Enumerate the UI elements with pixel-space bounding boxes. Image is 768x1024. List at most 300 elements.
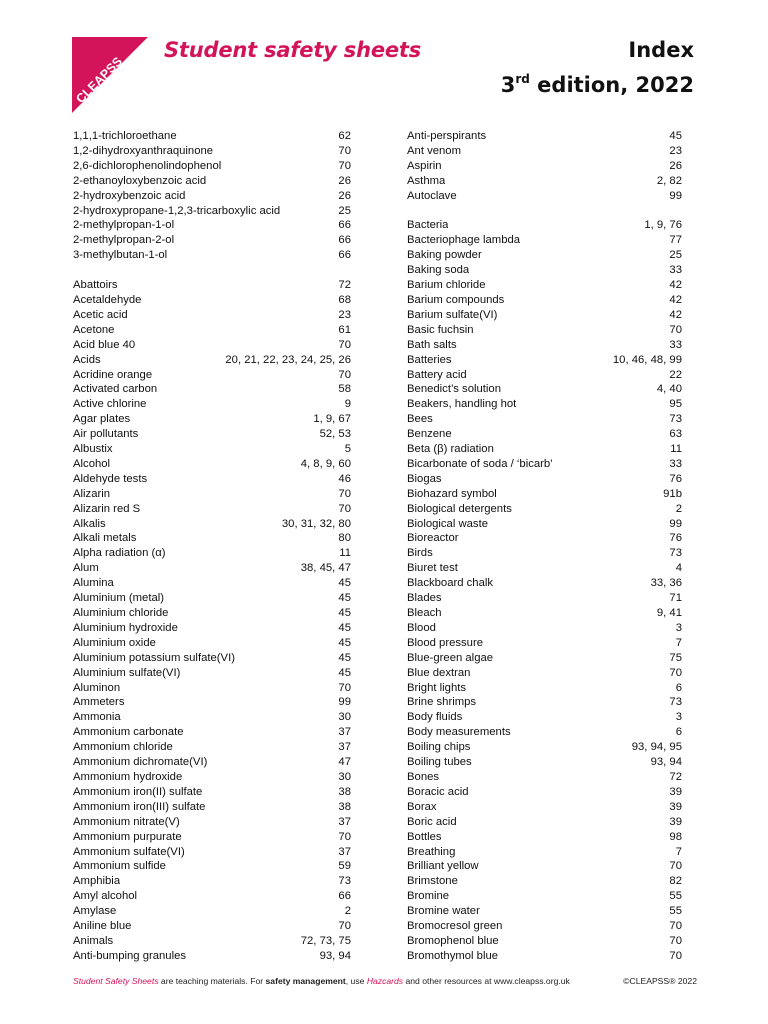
index-pages: 30	[338, 711, 351, 724]
index-entry	[407, 889, 682, 904]
index-pages: 68	[338, 293, 351, 306]
index-pages: 20, 21, 22, 23, 24, 25, 26	[225, 353, 351, 366]
index-term: Boric acid	[407, 815, 457, 828]
index-entry	[73, 189, 351, 204]
index-term: Alpha radiation (α)	[73, 547, 166, 560]
index-pages: 77	[669, 234, 682, 247]
index-term: Aluminon	[73, 681, 121, 694]
index-pages: 4, 40	[656, 383, 682, 396]
index-term: Body fluids	[407, 711, 463, 724]
index-term: Baking soda	[407, 264, 470, 277]
index-term: Ammonia	[73, 711, 121, 724]
index-entry	[407, 874, 682, 889]
index-pages: 3	[675, 621, 682, 634]
index-entry	[73, 517, 351, 532]
index-term: Ammonium chloride	[73, 741, 173, 754]
index-pages: 99	[669, 517, 682, 530]
index-entry	[73, 889, 351, 904]
index-term: Barium compounds	[407, 293, 505, 306]
index-pages: 93, 94	[650, 756, 682, 769]
footer-text: are teaching materials. For	[158, 976, 266, 986]
index-term: Ammeters	[73, 696, 125, 709]
index-term: 2-methylpropan-1-ol	[73, 219, 175, 232]
edition-superscript: rd	[515, 72, 530, 86]
index-term: Acids	[73, 353, 101, 366]
index-term: Air pollutants	[73, 428, 139, 441]
index-pages: 4, 8, 9, 60	[300, 457, 351, 470]
index-pages: 33, 36	[650, 577, 682, 590]
index-pages: 39	[669, 785, 682, 798]
index-term: Anti-perspirants	[407, 130, 487, 142]
index-entry	[407, 397, 682, 412]
index-pages: 7	[675, 636, 682, 649]
index-entry	[407, 323, 682, 338]
index-pages: 70	[669, 666, 682, 679]
index-term: Aluminium potassium sulfate(VI)	[73, 651, 235, 664]
index-pages: 55	[669, 905, 682, 918]
index-pages: 70	[669, 949, 682, 962]
index-term: Blue dextran	[407, 666, 471, 679]
index-entry	[73, 830, 351, 845]
index-term: Blue-green algae	[407, 651, 494, 664]
index-term: Animals	[73, 934, 114, 947]
index-entry	[407, 830, 682, 845]
footer-safety-management: safety management	[265, 976, 346, 986]
document-title: Student safety sheets	[164, 38, 422, 62]
index-pages: 38, 45, 47	[300, 562, 351, 575]
index-pages: 91b	[663, 487, 682, 500]
index-entry	[407, 800, 682, 815]
index-pages: 42	[669, 308, 682, 321]
index-entry	[407, 144, 682, 159]
index-term: Bromophenol blue	[407, 934, 499, 947]
index-term: Aluminium sulfate(VI)	[73, 666, 181, 679]
index-term: Aspirin	[407, 159, 442, 172]
index-term: Brine shrimps	[407, 696, 477, 709]
index-entry	[407, 919, 682, 934]
cleapss-logo-graphic	[72, 37, 148, 113]
index-pages: 46	[338, 472, 351, 485]
index-pages: 11	[670, 443, 682, 456]
index-term: Birds	[407, 547, 433, 560]
index-entry	[407, 845, 682, 860]
index-pages: 63	[669, 428, 682, 441]
index-entry	[407, 353, 682, 368]
index-entry	[407, 949, 682, 964]
index-pages: 70	[338, 338, 351, 351]
index-pages: 2	[344, 905, 351, 918]
index-entry	[73, 218, 351, 233]
index-entry	[407, 785, 682, 800]
index-term: Biogas	[407, 472, 442, 485]
index-entry	[73, 531, 351, 546]
index-term: Amylase	[73, 905, 117, 918]
index-pages: 37	[338, 845, 351, 858]
index-entry	[73, 845, 351, 860]
index-term: 2-methylpropan-2-ol	[73, 234, 175, 247]
index-entry	[407, 427, 682, 442]
index-pages: 93, 94	[319, 949, 351, 962]
index-term: Amphibia	[73, 875, 121, 888]
index-entry	[407, 382, 682, 397]
index-term: Bromocresol green	[407, 920, 503, 933]
index-entry	[407, 487, 682, 502]
index-entry	[73, 442, 351, 457]
index-entry	[73, 606, 351, 621]
index-pages: 30	[338, 770, 351, 783]
index-term: Acetaldehyde	[73, 293, 142, 306]
index-term: Bicarbonate of soda / ‘bicarb’	[407, 457, 553, 470]
index-entry	[407, 651, 682, 666]
index-entry	[73, 934, 351, 949]
index-entry	[407, 576, 682, 591]
edition-year: edition, 2022	[529, 73, 694, 97]
index-term: Anti-bumping granules	[73, 949, 187, 962]
index-entry	[407, 129, 682, 144]
index-entry	[407, 815, 682, 830]
index-pages: 70	[338, 487, 351, 500]
index-entry	[73, 651, 351, 666]
index-term: Alizarin red S	[73, 502, 141, 515]
index-entry	[73, 561, 351, 576]
index-entry	[73, 710, 351, 725]
index-pages: 70	[338, 920, 351, 933]
index-entry	[73, 487, 351, 502]
index-entry	[407, 278, 682, 293]
index-pages: 6	[675, 681, 682, 694]
index-pages: 73	[669, 413, 682, 426]
index-entry	[407, 725, 682, 740]
index-entry	[407, 368, 682, 383]
index-pages: 10, 46, 48, 99	[612, 353, 682, 366]
index-term: Ant venom	[407, 144, 462, 157]
index-pages: 95	[669, 398, 682, 411]
index-pages: 42	[669, 279, 682, 292]
edition-ordinal: 3	[500, 73, 516, 97]
index-pages: 23	[338, 308, 351, 321]
index-term: Baking powder	[407, 249, 482, 262]
index-term: Blood pressure	[407, 636, 483, 649]
index-term: Barium chloride	[407, 279, 486, 292]
index-pages: 70	[669, 934, 682, 947]
index-entry	[73, 248, 351, 263]
index-term: Bees	[407, 413, 433, 426]
index-entry	[73, 472, 351, 487]
index-pages: 61	[338, 323, 351, 336]
index-column-right	[407, 129, 682, 964]
index-term: Blackboard chalk	[407, 577, 494, 590]
index-pages: 45	[338, 577, 351, 590]
index-term: Aluminium (metal)	[73, 592, 165, 605]
index-pages: 7	[675, 845, 682, 858]
index-term: Ammonium iron(II) sulfate	[73, 785, 203, 798]
footer-text: and other resources at www.cleapss.org.uk	[403, 976, 570, 986]
logo-text: CLEAPSS	[73, 54, 125, 106]
index-pages: 2, 82	[656, 174, 682, 187]
index-term: Agar plates	[73, 413, 131, 426]
index-term: Biohazard symbol	[407, 487, 497, 500]
index-term: Ammonium sulfate(VI)	[73, 845, 185, 858]
index-term: Activated carbon	[73, 383, 158, 396]
index-pages: 23	[669, 144, 682, 157]
index-entry	[407, 472, 682, 487]
index-term: Basic fuchsin	[407, 323, 474, 336]
index-term: Autoclave	[407, 189, 457, 202]
index-entry	[73, 874, 351, 889]
index-term: Aldehyde tests	[73, 472, 148, 485]
index-term: Alum	[73, 562, 99, 575]
index-pages: 59	[338, 860, 351, 873]
index-entry	[73, 591, 351, 606]
index-term: Alkalis	[73, 517, 106, 530]
index-entry	[407, 561, 682, 576]
index-pages: 26	[669, 159, 682, 172]
index-pages: 73	[669, 547, 682, 560]
index-term: Acid blue 40	[73, 338, 136, 351]
index-entry	[73, 323, 351, 338]
index-term: Bromine water	[407, 905, 480, 918]
index-pages: 72	[669, 770, 682, 783]
index-entry	[73, 353, 351, 368]
index-entry	[73, 576, 351, 591]
index-term: Ammonium iron(III) sulfate	[73, 800, 206, 813]
index-entry	[407, 740, 682, 755]
index-pages: 1, 9, 76	[644, 219, 682, 232]
index-term: 1,1,1-trichloroethane	[73, 130, 177, 142]
index-entry	[407, 293, 682, 308]
index-entry	[73, 859, 351, 874]
index-pages: 11	[339, 547, 351, 560]
index-entry	[73, 397, 351, 412]
index-entry	[73, 502, 351, 517]
index-term: Battery acid	[407, 368, 467, 381]
index-term: Biuret test	[407, 562, 458, 575]
index-term: Batteries	[407, 353, 452, 366]
index-term: 1,2-dihydroxyanthraquinone	[73, 144, 214, 157]
index-pages: 66	[338, 234, 351, 247]
index-entry	[407, 546, 682, 561]
index-pages: 45	[338, 621, 351, 634]
index-term: Brilliant yellow	[407, 860, 479, 873]
index-pages: 71	[669, 592, 682, 605]
index-column-left	[73, 129, 351, 964]
index-pages: 9, 41	[656, 607, 682, 619]
index-entry	[73, 621, 351, 636]
index-term: Benzene	[407, 428, 452, 441]
index-term: Aluminium chloride	[73, 607, 169, 619]
index-entry	[407, 681, 682, 696]
index-pages: 66	[338, 890, 351, 903]
index-pages: 52, 53	[319, 428, 351, 441]
index-heading: Index	[628, 38, 694, 62]
index-pages: 70	[338, 368, 351, 381]
index-pages: 70	[338, 681, 351, 694]
index-pages: 72, 73, 75	[300, 934, 351, 947]
index-term: Breathing	[407, 845, 456, 858]
index-pages: 70	[338, 502, 351, 515]
index-term: 3-methylbutan-1-ol	[73, 249, 168, 262]
index-pages: 58	[338, 383, 351, 396]
index-pages: 33	[669, 457, 682, 470]
index-term: Brimstone	[407, 875, 458, 888]
index-entry	[407, 233, 682, 248]
index-entry	[407, 710, 682, 725]
index-pages: 26	[338, 174, 351, 187]
index-pages: 70	[669, 323, 682, 336]
index-term: Blood	[407, 621, 436, 634]
index-term: Acridine orange	[73, 368, 153, 381]
index-entry	[73, 159, 351, 174]
index-term: Ammonium purpurate	[73, 830, 182, 843]
index-pages: 26	[338, 189, 351, 202]
index-term: Ammonium hydroxide	[73, 770, 183, 783]
index-entry	[73, 338, 351, 353]
index-term: Asthma	[407, 174, 446, 187]
index-term: Bromine	[407, 890, 450, 903]
footer-note	[73, 976, 570, 986]
index-pages: 45	[338, 592, 351, 605]
index-term: Blades	[407, 592, 442, 605]
index-pages: 47	[338, 756, 351, 769]
index-entry	[73, 919, 351, 934]
index-pages: 37	[338, 726, 351, 739]
index-pages: 73	[669, 696, 682, 709]
index-term: Albustix	[73, 443, 113, 456]
index-pages: 42	[669, 293, 682, 306]
index-pages: 4	[675, 562, 682, 575]
index-pages: 45	[669, 130, 682, 142]
index-entry	[407, 934, 682, 949]
index-entry	[73, 233, 351, 248]
index-term: Amyl alcohol	[73, 890, 138, 903]
index-entry	[73, 666, 351, 681]
index-entry	[407, 174, 682, 189]
index-entry	[73, 904, 351, 919]
index-term: Bleach	[407, 607, 442, 619]
index-term: Beta (β) radiation	[407, 443, 494, 456]
index-pages: 9	[344, 398, 351, 411]
index-pages: 2	[675, 502, 682, 515]
index-term: 2-hydroxybenzoic acid	[73, 189, 186, 202]
index-term: Bright lights	[407, 681, 467, 694]
index-term: Acetic acid	[73, 308, 128, 321]
index-pages: 1, 9, 67	[313, 413, 351, 426]
index-entry	[73, 695, 351, 710]
index-entry	[407, 591, 682, 606]
index-term: Bath salts	[407, 338, 457, 351]
index-term: Bioreactor	[407, 532, 459, 545]
index-pages: 55	[669, 890, 682, 903]
index-pages: 66	[338, 249, 351, 262]
index-pages: 99	[669, 189, 682, 202]
index-pages: 38	[338, 800, 351, 813]
index-entry	[73, 293, 351, 308]
index-pages: 93, 94, 95	[631, 741, 682, 754]
index-entry	[407, 531, 682, 546]
index-entry	[73, 815, 351, 830]
index-entry	[407, 442, 682, 457]
index-entry	[73, 681, 351, 696]
index-entry	[73, 427, 351, 442]
index-pages: 45	[338, 666, 351, 679]
index-term: 2-ethanoyloxybenzoic acid	[73, 174, 207, 187]
index-term: Ammonium nitrate(V)	[73, 815, 180, 828]
footer	[73, 976, 697, 986]
index-term: Beakers, handling hot	[407, 398, 517, 411]
index-pages: 70	[338, 830, 351, 843]
index-entry	[73, 129, 351, 144]
index-term: Bromothymol blue	[407, 949, 499, 962]
index-term: Boiling tubes	[407, 756, 472, 769]
index-term: Ammonium sulfide	[73, 860, 166, 873]
section-gap	[73, 263, 351, 278]
index-entry	[407, 755, 682, 770]
index-pages: 99	[338, 696, 351, 709]
index-entry	[73, 144, 351, 159]
index-pages: 38	[338, 785, 351, 798]
index-entry	[407, 338, 682, 353]
index-entry	[73, 204, 351, 219]
index-pages: 33	[669, 338, 682, 351]
index-pages: 5	[344, 443, 351, 456]
index-pages: 22	[669, 368, 682, 381]
index-entry	[407, 621, 682, 636]
index-term: Active chlorine	[73, 398, 147, 411]
index-entry	[407, 636, 682, 651]
index-term: Alkali metals	[73, 532, 137, 545]
index-pages: 45	[338, 651, 351, 664]
index-pages: 6	[675, 726, 682, 739]
section-gap	[407, 204, 682, 219]
index-term: Aluminium hydroxide	[73, 621, 178, 634]
index-entry	[407, 666, 682, 681]
index-pages: 70	[669, 860, 682, 873]
index-entry	[407, 904, 682, 919]
index-entry	[73, 174, 351, 189]
index-term: Boracic acid	[407, 785, 469, 798]
index-term: Bottles	[407, 830, 442, 843]
index-pages: 70	[338, 159, 351, 172]
index-pages: 25	[338, 204, 351, 217]
index-entry	[407, 517, 682, 532]
index-term: Benedict’s solution	[407, 383, 501, 396]
index-entry	[73, 770, 351, 785]
index-pages: 45	[338, 607, 351, 619]
index-entry	[407, 248, 682, 263]
index-entry	[407, 218, 682, 233]
index-entry	[407, 502, 682, 517]
index-pages: 30, 31, 32, 80	[281, 517, 351, 530]
index-term: Bones	[407, 770, 440, 783]
index-term: Alcohol	[73, 457, 111, 470]
index-pages: 66	[338, 219, 351, 232]
index-pages: 80	[338, 532, 351, 545]
index-pages: 70	[338, 144, 351, 157]
cleapss-logo	[72, 37, 148, 113]
index-term: 2-hydroxypropane-1,2,3-tricarboxylic acid	[73, 204, 281, 217]
index-term: Acetone	[73, 323, 115, 336]
index-entry	[407, 606, 682, 621]
index-pages: 76	[669, 532, 682, 545]
index-pages: 70	[669, 920, 682, 933]
index-entry	[407, 263, 682, 278]
index-pages: 73	[338, 875, 351, 888]
index-entry	[73, 278, 351, 293]
index-entry	[73, 755, 351, 770]
index-term: Biological waste	[407, 517, 489, 530]
index-entry	[407, 308, 682, 323]
index-entry	[407, 189, 682, 204]
